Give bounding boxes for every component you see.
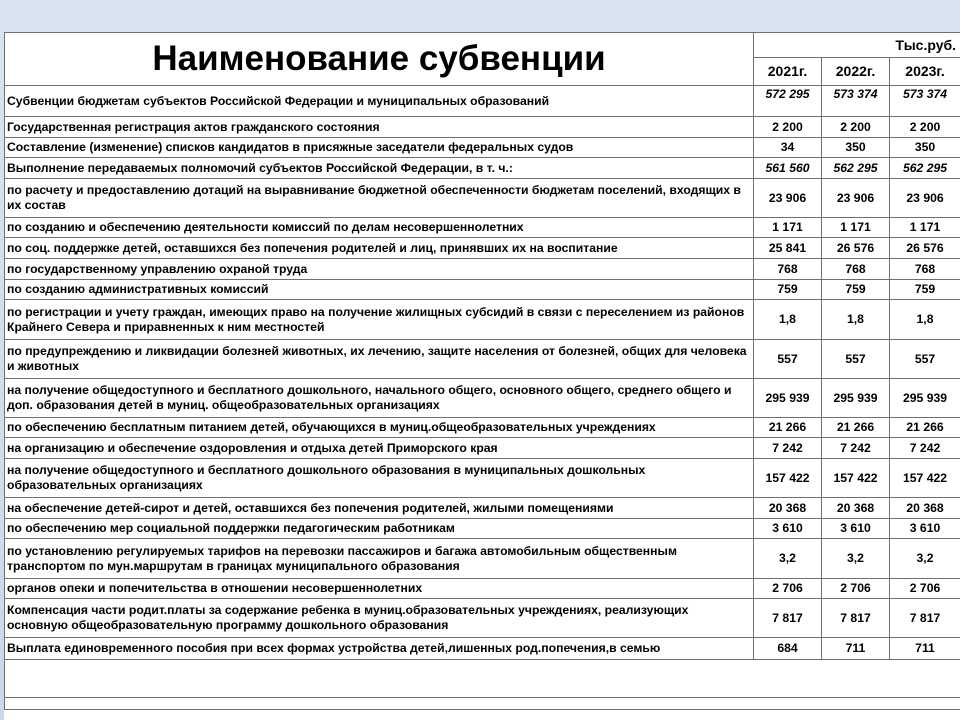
table-row: [5, 340, 960, 379]
value-cell: 2 706: [890, 579, 960, 599]
empty-cell: [5, 698, 960, 710]
value-cell: 572 295: [754, 86, 822, 117]
empty-row: [5, 698, 960, 710]
value-cell: 7 242: [822, 438, 890, 459]
table-row: [5, 379, 960, 418]
value-cell: 573 374: [822, 86, 890, 117]
table-row: [5, 117, 960, 138]
value-cell: 21 266: [890, 418, 960, 438]
table-row: [5, 280, 960, 300]
value-cell: 23 906: [822, 179, 890, 218]
value-cell: 562 295: [822, 158, 890, 179]
table-title: Наименование субвенции: [5, 33, 754, 86]
value-cell: 3,2: [754, 539, 822, 579]
table-row: [5, 599, 960, 638]
value-cell: 2 200: [754, 117, 822, 138]
value-cell: 7 242: [754, 438, 822, 459]
value-cell: 2 200: [822, 117, 890, 138]
subvention-table: [4, 32, 960, 710]
value-cell: 1 171: [890, 218, 960, 238]
value-cell: 557: [754, 340, 822, 379]
table-row: [5, 86, 960, 117]
row-name: Компенсация части родит.платы за содержание ребенка в муниц.образовательных учреждениях, реализующих основную общеобразовательную программу дошкольного образования: [5, 599, 754, 638]
table-row: [5, 158, 960, 179]
value-cell: 295 939: [822, 379, 890, 418]
value-cell: 34: [754, 138, 822, 158]
table-row: [5, 539, 960, 579]
table-row: [5, 579, 960, 599]
empty-row: [5, 660, 960, 698]
value-cell: 3 610: [822, 519, 890, 539]
table-row: [5, 638, 960, 660]
value-cell: 562 295: [890, 158, 960, 179]
value-cell: 711: [822, 638, 890, 660]
table-row: [5, 438, 960, 459]
value-cell: 21 266: [754, 418, 822, 438]
table-row: [5, 519, 960, 539]
value-cell: 2 706: [822, 579, 890, 599]
value-cell: 1,8: [822, 300, 890, 340]
value-cell: 1,8: [754, 300, 822, 340]
year-header-2021: 2021г.: [754, 58, 822, 86]
value-cell: 157 422: [822, 459, 890, 498]
unit-label: Тыс.руб.: [754, 33, 960, 58]
row-name: по созданию и обеспечению деятельности комиссий по делам несовершеннолетних: [5, 218, 754, 238]
value-cell: 3 610: [890, 519, 960, 539]
row-name: Выплата единовременного пособия при всех формах устройства детей,лишенных род.попечения,в семью: [5, 638, 754, 660]
row-name: по созданию административных комиссий: [5, 280, 754, 300]
header-row-unit: [5, 33, 960, 58]
row-name: Государственная регистрация актов гражданского состояния: [5, 117, 754, 138]
row-name: органов опеки и попечительства в отношении несовершеннолетних: [5, 579, 754, 599]
row-name: Выполнение передаваемых полномочий субъектов Российской Федерации, в т. ч.:: [5, 158, 754, 179]
value-cell: 7 817: [890, 599, 960, 638]
value-cell: 7 242: [890, 438, 960, 459]
value-cell: 295 939: [890, 379, 960, 418]
value-cell: 350: [822, 138, 890, 158]
value-cell: 1,8: [890, 300, 960, 340]
value-cell: 23 906: [754, 179, 822, 218]
value-cell: 759: [822, 280, 890, 300]
value-cell: 295 939: [754, 379, 822, 418]
row-name: на получение общедоступного и бесплатного дошкольного образования в муниципальных дошкольных образовательных организациях: [5, 459, 754, 498]
value-cell: 21 266: [822, 418, 890, 438]
table-row: [5, 179, 960, 218]
row-name: по установлению регулируемых тарифов на перевозки пассажиров и багажа автомобильным общественным транспортом по мун.маршрутам в границах муниципального образования: [5, 539, 754, 579]
row-name: Составление (изменение) списков кандидатов в присяжные заседатели федеральных судов: [5, 138, 754, 158]
value-cell: 20 368: [890, 498, 960, 519]
value-cell: 2 200: [890, 117, 960, 138]
value-cell: 1 171: [754, 218, 822, 238]
row-name: на получение общедоступного и бесплатного дошкольного, начального общего, основного общего, среднего общего и доп. образования детей в муниц. общеобразовательных организациях: [5, 379, 754, 418]
row-name: по государственному управлению охраной труда: [5, 259, 754, 280]
table-row: [5, 238, 960, 259]
row-name: по обеспечению бесплатным питанием детей, обучающихся в муниц.общеобразовательных учреждениях: [5, 418, 754, 438]
value-cell: 768: [890, 259, 960, 280]
value-cell: 3 610: [754, 519, 822, 539]
row-name: по обеспечению мер социальной поддержки педагогическим работникам: [5, 519, 754, 539]
table-row: [5, 459, 960, 498]
value-cell: 557: [822, 340, 890, 379]
value-cell: 20 368: [822, 498, 890, 519]
value-cell: 561 560: [754, 158, 822, 179]
table-row: [5, 418, 960, 438]
row-name: по расчету и предоставлению дотаций на выравнивание бюджетной обеспеченности бюджетам поселений, входящих в их состав: [5, 179, 754, 218]
value-cell: 768: [754, 259, 822, 280]
value-cell: 20 368: [754, 498, 822, 519]
empty-cell: [5, 660, 960, 698]
row-name: по соц. поддержке детей, оставшихся без попечения родителей и лиц, принявших их на воспитание: [5, 238, 754, 259]
value-cell: 1 171: [822, 218, 890, 238]
value-cell: 7 817: [754, 599, 822, 638]
value-cell: 23 906: [890, 179, 960, 218]
value-cell: 350: [890, 138, 960, 158]
value-cell: 684: [754, 638, 822, 660]
value-cell: 768: [822, 259, 890, 280]
value-cell: 25 841: [754, 238, 822, 259]
value-cell: 557: [890, 340, 960, 379]
value-cell: 759: [890, 280, 960, 300]
value-cell: 2 706: [754, 579, 822, 599]
table-row: [5, 218, 960, 238]
year-header-2022: 2022г.: [822, 58, 890, 86]
value-cell: 3,2: [822, 539, 890, 579]
value-cell: 711: [890, 638, 960, 660]
value-cell: 759: [754, 280, 822, 300]
value-cell: 157 422: [754, 459, 822, 498]
table-row: [5, 300, 960, 340]
table-row: [5, 138, 960, 158]
value-cell: 26 576: [822, 238, 890, 259]
row-name: на обеспечение детей-сирот и детей, оставшихся без попечения родителей, жилыми помещениями: [5, 498, 754, 519]
value-cell: 3,2: [890, 539, 960, 579]
table-row: [5, 259, 960, 280]
value-cell: 26 576: [890, 238, 960, 259]
value-cell: 7 817: [822, 599, 890, 638]
row-name: на организацию и обеспечение оздоровления и отдыха детей Приморского края: [5, 438, 754, 459]
value-cell: 573 374: [890, 86, 960, 117]
value-cell: 157 422: [890, 459, 960, 498]
row-name: Субвенции бюджетам субъектов Российской Федерации и муниципальных образований: [5, 86, 754, 117]
row-name: по предупреждению и ликвидации болезней животных, их лечению, защите населения от болезней, общих для человека и животных: [5, 340, 754, 379]
row-name: по регистрации и учету граждан, имеющих право на получение жилищных субсидий в связи с переселением из районов Крайнего Севера и приравненных к ним местностей: [5, 300, 754, 340]
year-header-2023: 2023г.: [890, 58, 960, 86]
table-row: [5, 498, 960, 519]
